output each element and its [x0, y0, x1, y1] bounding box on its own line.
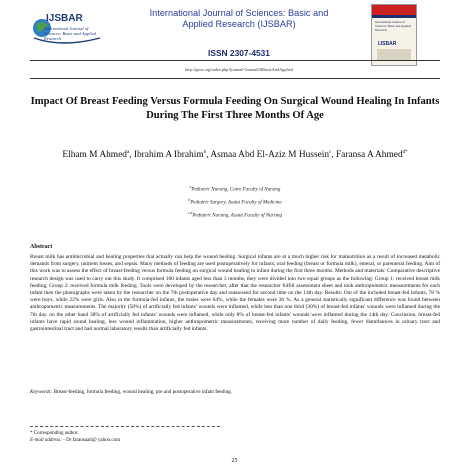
journal-title	[118, 8, 360, 30]
email-address[interactable]: Dr faransaali@ yahoo.com	[66, 438, 120, 443]
header-divider-top	[30, 60, 440, 61]
affiliation: $^b$Pediatric Surgery, Assiut Faculty of Medicine	[188, 198, 282, 206]
journal-header	[0, 0, 469, 80]
affiliation: $^{c,d}$Pediatric Nursing, Assiut Faculty of Nursing	[188, 211, 282, 219]
author-name: Faransa A Ahmed	[335, 150, 403, 161]
corresponding-author-note: * Corresponding author.	[30, 431, 79, 436]
logo-text: IJSBAR	[46, 13, 83, 24]
keywords-text: Breast-feeding, formula feeding, wound healing, pre and postoperative infant feeding.	[53, 389, 233, 395]
journal-url[interactable]: http://gssrr.org/index.php?journal=JournalOfBasicAndApplied	[185, 67, 293, 72]
journal-logo	[32, 8, 102, 56]
journal-cover-image	[371, 4, 417, 66]
keywords-label: Keywords:	[30, 389, 53, 395]
paper-title: Impact Of Breast Feeding Versus Formula Feeding On Surgical Wound Healing In Infants During The First Three Months Of Age	[30, 96, 440, 121]
footnote-divider	[30, 426, 220, 427]
abstract-heading: Abstract	[30, 244, 53, 250]
keywords	[30, 389, 440, 395]
author-name: Asmaa Abd El-Aziz M Hussein	[210, 150, 330, 161]
journal-title-line1: International Journal of Sciences: Basic and	[149, 8, 329, 18]
cover-text: International Journal of Sciences: Basic and Applied Research	[375, 20, 412, 32]
author-list: Elham M Ahmed$^a$, Ibrahim A Ibrahim$^b$, Asmaa Abd El-Aziz M Hussein$^c$, Faransa A Ahmed$^{d*}$	[62, 150, 408, 161]
page-number: 25	[231, 458, 238, 464]
affiliation: $^a$Pediatric Nursing, Cairo Faculty of Nursing	[189, 185, 281, 193]
issn: ISSN 2307-4531	[208, 48, 270, 58]
email-note	[30, 438, 120, 443]
header-divider-bottom	[30, 78, 440, 79]
author-name: Ibrahim A Ibrahim	[133, 150, 204, 161]
cover-name: IJSBAR	[378, 41, 397, 47]
journal-title-line2: Applied Research (IJSBAR)	[182, 19, 296, 29]
logo-subtitle: International Journal of Sciences: Basic and Applied Research	[44, 26, 97, 42]
abstract-text: Breast milk has antimicrobial and healing properties that actually can help the wound healing. Surgical infants are at a much higher risk for malnutrition as a result of increased metabolic demands from surgery, nutrient losses, and sepsis. Many methods of feeding are used postoperatively for infants; oral feeding (breast or formula milk), enteral, or parenteral feeding. Aim of this work was to assess the effect of breast-feeding versus formula feeding on surgical wound healing in infant during the first three months. Methods and materials: Comparative descriptive research design was used to carry out this study. It comprised 100 infants aged less than 3 months, they were divided into two equal groups as the following: Group 1: received breast milk feeding, Group 2: received formula milk feeding. Tools were developed by the researcher, after that the researcher fulfill assessment sheet and took anthropometric measurements for each infant then the photographs were taken by the researcher on the 7th postoperative day and reassessed for second time on the 14th day. Results: Out of the included breast-fed infants, 78 % were boys, while 22% were girls. Also in the formula-fed infants, the males were 64%, while the females were 36 %. As a general statistically significant difference was found between anthropometric measurements. The majority (58%) of artificially fed infants' wounds were inflamed, while less than one third (30%) of breast-fed infants' wounds were inflamed during the 7th day. on the other hand 38% of artificially fed infants' wounds were inflamed, while only 8% of breast-fed infants' wounds were inflamed during the 14th day. Conclusion, breast-fed infants have rapid sound healing, less wound inflammation, higher anthropometric measurements, receiving more number of daily feeding, fewer disturbances in urinary tract and gastrointestinal tract and had normal laboratory results than artificially fed infants.	[30, 254, 440, 333]
email-label: E-mail address: -	[30, 438, 65, 443]
author-name: Elham M Ahmed	[62, 150, 127, 161]
